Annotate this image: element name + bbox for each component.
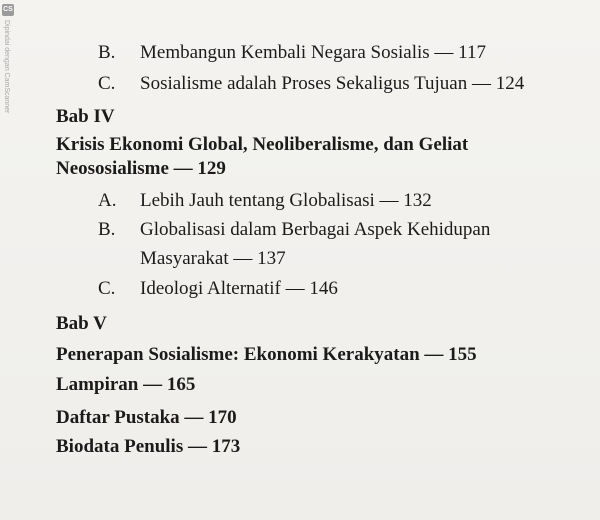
chapter-4-title-line-2: Neososialisme — 129	[56, 158, 226, 179]
chapter-4-label: Bab IV	[56, 106, 115, 127]
toc-entry-letter: B.	[98, 219, 116, 240]
toc-entry-letter: C.	[98, 278, 116, 299]
camscanner-watermark	[2, 4, 16, 134]
toc-entry-letter: C.	[98, 73, 116, 94]
chapter-5-title: Penerapan Sosialisme: Ekonomi Kerakyatan — 155	[56, 344, 477, 365]
toc-entry-text-line-1: Globalisasi dalam Berbagai Aspek Kehidupan	[140, 219, 491, 240]
camscanner-text: Dipindai dengan CamScanner	[3, 20, 10, 114]
toc-daftar-pustaka: Daftar Pustaka — 170	[56, 407, 237, 428]
toc-entry-text: Lebih Jauh tentang Globalisasi — 132	[140, 190, 432, 211]
chapter-5-label: Bab V	[56, 313, 107, 334]
toc-entry-text: Membangun Kembali Negara Sosialis — 117	[140, 42, 486, 63]
toc-biodata-penulis: Biodata Penulis — 173	[56, 436, 241, 457]
camscanner-logo-icon: CS	[2, 4, 14, 16]
toc-lampiran: Lampiran — 165	[56, 374, 196, 395]
toc-entry-letter: B.	[98, 42, 116, 63]
toc-entry-text: Sosialisme adalah Proses Sekaligus Tujuan — 124	[140, 73, 525, 94]
chapter-4-title-line-1: Krisis Ekonomi Global, Neoliberalisme, dan Geliat	[56, 134, 469, 155]
toc-entry-letter: A.	[98, 190, 117, 211]
toc-entry-text-line-2: Masyarakat — 137	[140, 248, 286, 269]
toc-entry-text: Ideologi Alternatif — 146	[140, 278, 338, 299]
